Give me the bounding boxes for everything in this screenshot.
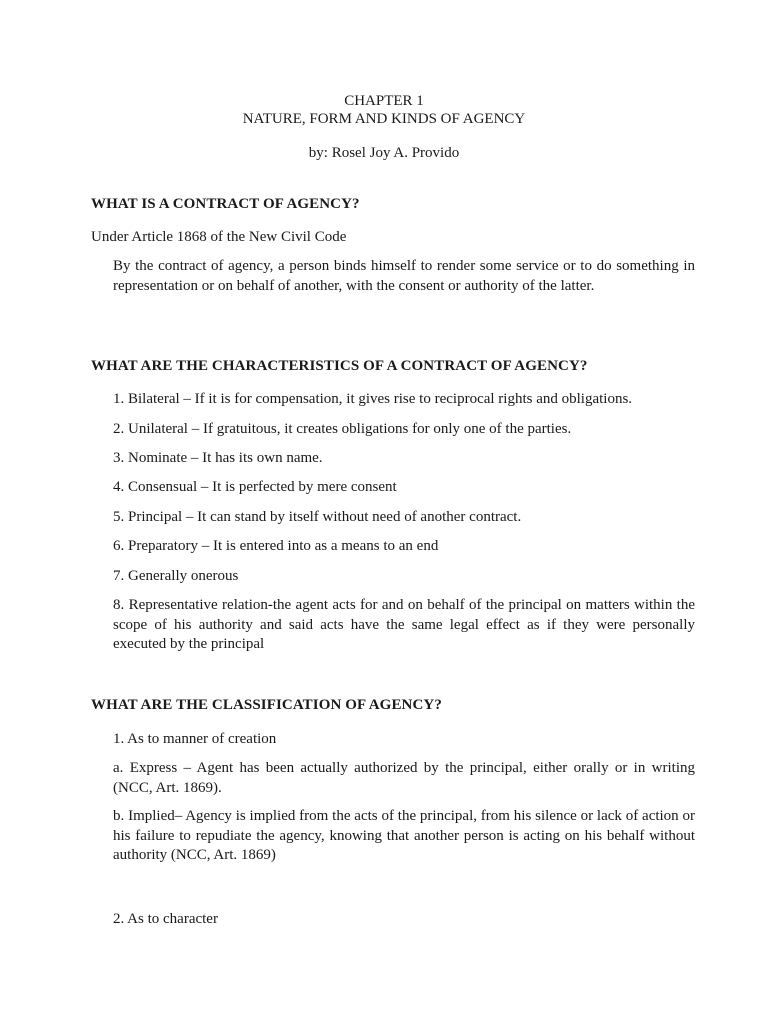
section-heading-contract: WHAT IS A CONTRACT OF AGENCY? [91,196,360,212]
chapter-number: CHAPTER 1 [344,93,424,109]
classification-item-manner: 1. As to manner of creation [113,731,277,747]
list-item: 4. Consensual – It is perfected by mere consent [113,479,397,495]
list-item: 6. Preparatory – It is entered into as a means to an end [113,538,439,554]
list-item: 5. Principal – It can stand by itself without need of another contract. [113,509,522,525]
classification-item-express: a. Express – Agent has been actually authorized by the principal, either orally or in writing (NCC, Art. 1869). [113,760,695,796]
article-reference: Under Article 1868 of the New Civil Code [91,229,347,245]
list-item: 2. Unilateral – If gratuitous, it creates obligations for only one of the parties. [113,421,572,437]
section-heading-classification: WHAT ARE THE CLASSIFICATION OF AGENCY? [91,697,442,713]
list-item: 8. Representative relation-the agent acts for and on behalf of the principal on matters within the scope of his authority and said acts have the same legal effect as if they were personally executed by the principal [113,597,695,652]
list-item: 7. Generally onerous [113,568,239,584]
chapter-title: NATURE, FORM AND KINDS OF AGENCY [242,111,526,127]
classification-item-implied: b. Implied– Agency is implied from the acts of the principal, from his silence or lack of action or his failure to repudiate the agency, knowing that another person is acting on his behalf without authority (NCC, Art. 1869) [113,808,695,863]
classification-item-character: 2. As to character [113,911,218,927]
list-item: 3. Nominate – It has its own name. [113,450,323,466]
article-quote: By the contract of agency, a person binds himself to render some service or to do something in representation or on behalf of another, with the consent or authority of the latter. [113,258,695,294]
section-heading-characteristics: WHAT ARE THE CHARACTERISTICS OF A CONTRACT OF AGENCY? [91,358,588,374]
author-byline: by: Rosel Joy A. Provido [308,145,460,161]
list-item: 1. Bilateral – If it is for compensation, it gives rise to reciprocal rights and obligations. [113,391,633,407]
